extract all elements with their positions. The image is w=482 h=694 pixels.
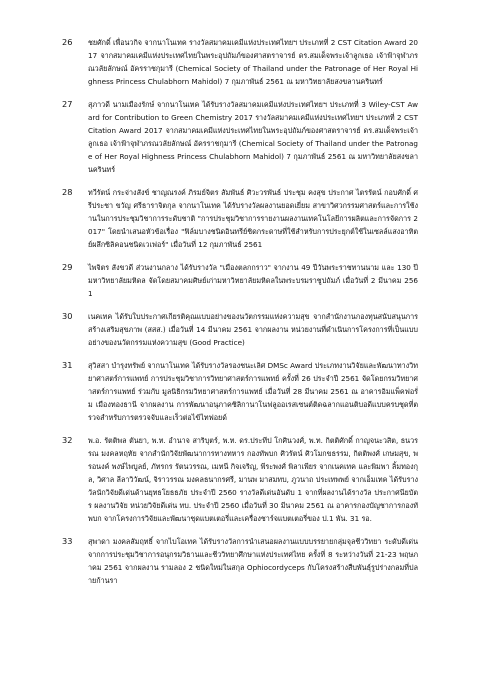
item-number: 26 — [62, 37, 73, 47]
list-item — [0, 261, 482, 300]
item-text: ชยศักดิ์ เพื่อนวกิจ จากนาโนเทค รางวัลสมาคมเคมีแห่งประเทศไทยฯ ประเภทที่ 2 CST Citation Award 2017 จากสมาคมเคมีแห่งประเทศไทยในพระอุปถัมภ์ของศาสตราจารย์ ดร.สมเด็จพระเจ้าลูกเธอ เจ้าฟ้าจุฬาภรณวลัยลักษณ์ อัครราชกุมารี (Chemical Society of Thailand under the Patronage of Her Royal Highness Princess Chulabhorn Mahidol) 7 กุมภาพันธ์ 2561 ณ มหาวิทยาลัยสงขลานครินทร์ — [88, 38, 418, 86]
item-number: 28 — [62, 187, 73, 197]
item-number: 30 — [62, 311, 73, 321]
item-text: พ.อ. รัตติพล ตันยา, พ.ท. อำนาจ สาริบุตร์, พ.ท. ดร.ประทีป โกศินวงศ์, พ.ท. กิตติศักดิ์ กาญจนะวสิต, ธนวรรณ มงคลหฤทัย จากสำนักวิจัยพัฒนาการทางทหาร กองทัพบก ศิวรัตน์ ศิวโมกขธรรม, กิตติพงศ์ เกษมสุข, พรอนงค์ พงษ์ไพบูลย์, ภัทรกร รัตนวรรณ, เมทนี กิจเจริญ, พีระพงศ์ พิลาเพียร จากเนคเทค และพิมพา ลิ้มทองกุล, วิศาล ลีลาวิวัฒน์, จิราวรรณ มงคลธนากรศรี, มานพ มาสมทบ, ภูวนาถ ประเทพพย์ จากเอ็มเทค ได้รับรางวัลนักวิจัยดีเด่นด้านยุทธโยธธภัย ประจำปี 2560 รางวัลดีเด่นอันดับ 1 จากที่ผลงานได้รางวัล ประกาศนียบัตร ผลงานวิจัย หน่วยวิจัยดีเด่น ทบ. ประจำปี 2560 เมื่อวันที่ 30 มีนาคม 2561 ณ อาคารกองบัญชาการกองทัพบก จากโครงการวิจัยและพัฒนาชุดแบตเตอรี่และเครื่องชาร์จแบตเตอรี่ของ ป.1 พัน. 31 รอ. — [88, 436, 418, 523]
item-number: 27 — [62, 99, 73, 109]
list-item — [0, 98, 482, 176]
item-text: สุวิสสา บำรุงทรัพย์ จากนาโนเทค ได้รับรางวัลรองชนะเลิศ DMSc Award ประเภทงานวิจัยและพัฒนาทางวิทยาศาสตร์การแพทย์ การประชุมวิชาการวิทยาศาสตร์การแพทย์ ครั้งที่ 26 ประจำปี 2561 จัดโดยกรมวิทยาศาสตร์การแพทย์ ร่วมกับ มูลนิธิกรมวิทยาศาสตร์การแพทย์ เมื่อวันที่ 28 มีนาคม 2561 ณ อาคารอิมแพ็คฟอรั่ม เมืองทองธานี จากผลงาน การพัฒนาอนุภาคซิลิกานาโนฟลูออเรสเซนต์ติดฉลากแอนติบอดีแบบครบชุดที่ตรวจสำหรับการตรวจจับและเร็วต่อไข้ไทฟอยด์ — [88, 361, 418, 422]
item-text: เนคเทค ได้รับใบประกาศเกียรติคุณแบบอย่างของนวัตกรรมแห่งความสุข จากสำนักงานกองทุนสนับสนุนการสร้างเสริมสุขภาพ (สสส.) เมื่อวันที่ 14 มีนาคม 2561 จากผลงาน หน่วยงานที่ดำเนินการโครงการที่เป็นแบบอย่างของนวัตกรรมแห่งความสุข (Good Practice) — [88, 312, 418, 347]
item-text: สุภาวดี นามเมืองรักษ์ จากนาโนเทค ได้รับรางวัลสมาคมเคมีแห่งประเทศไทยฯ ประเภทที่ 3 Wiley-CST Award for Contribution to Green Chemistry 2017 รางวัลสมาคมเคมีแห่งประเทศไทยฯ ประเภทที่ 2 CST Citation Award 2017 จากสมาคมเคมีแห่งประเทศไทยในพระอุปถัมภ์ของศาสตราจารย์ ดร.สมเด็จพระเจ้าลูกเธอ เจ้าฟ้าจุฬาภรณวลัยลักษณ์ อัครราชกุมารี (Chemical Society of Thailand under the Patronage of Her Royal Highness Princess Chulabhorn Mahidol) 7 กุมภาพันธ์ 2561 ณ มหาวิทยาลัยสงขลานครินทร์ — [88, 100, 418, 174]
item-text: สุพาดา มงคลสัมฤทธิ์ จากไบโอเทค ได้รับรางวัลการนำเสนอผลงานแบบบรรยายกลุ่มจุลชีววิทยา ระดับดีเด่น จากการประชุมวิชาการอนุกรมวิธานและชีววิทยาศึกษาแห่งประเทศไทย ครั้งที่ 8 ระหว่างวันที่ 21-23 พฤษภาคม 2561 จากผลงาน รามลอง 2 ชนิดใหม่ในสกุล Ophiocordyceps กับโครงสร้างสืบพันธุ์รูปร่างกลมที่ปลายก้านรา — [88, 537, 418, 585]
item-number: 33 — [62, 536, 73, 546]
list-item — [0, 535, 482, 587]
list-item — [0, 310, 482, 349]
item-number: 32 — [62, 435, 73, 445]
item-text: ไพจิตร สังขวดี ส่วนงานกลาง ได้รับรางวัล "เมืองตลกกราว" จากงาน 49 ปีวันพระราชทานนาม และ 130 ปี มหาวิทยาลัยมหิดล จัดโดยสมาคมศิษย์เก่ามหาวิทยาลัยมหิดลในพระบรมราชูปถัมภ์ เมื่อวันที่ 2 มีนาคม 2561 — [88, 263, 418, 298]
item-number: 29 — [62, 262, 73, 272]
item-number: 31 — [62, 360, 73, 370]
list-item — [0, 186, 482, 251]
item-text: ทวีรัตน์ กระจ่างสังข์ ชาญณรงค์ ภิรมย์จิตร สัมพันธ์ ศิวะวรพันธ์ ประชุม คงสุข ประกาศ ไตรรัตน์ กอบศักดิ์ ศรีประชา ขวัญ ศรีธาราจิตกุล จากนาโนเทค ได้รับรางวัลผลงานยอดเยี่ยม สาขาวิศวกรรมศาสตร์และการใช้งานในการประชุมวิชาการระดับชาติ "การประชุมวิชาการรายงานผลงานเทคโนโลยีการผลิตและการจัดการ 2017" โดยนำเสนอหัวข้อเรื่อง "ฟิล์มบางชนิดอินทรีย์ชิดกระดาษที่ใช้สำหรับการประยุกต์ใช้ในเซลล์แสงอาทิตย์ผลึกซิลิคอนชนิดเวเฟอร์" เมื่อวันที่ 12 กุมภาพันธ์ 2561 — [88, 188, 418, 249]
list-item — [0, 359, 482, 424]
document-page — [0, 36, 482, 597]
list-item — [0, 434, 482, 525]
list-item — [0, 36, 482, 88]
